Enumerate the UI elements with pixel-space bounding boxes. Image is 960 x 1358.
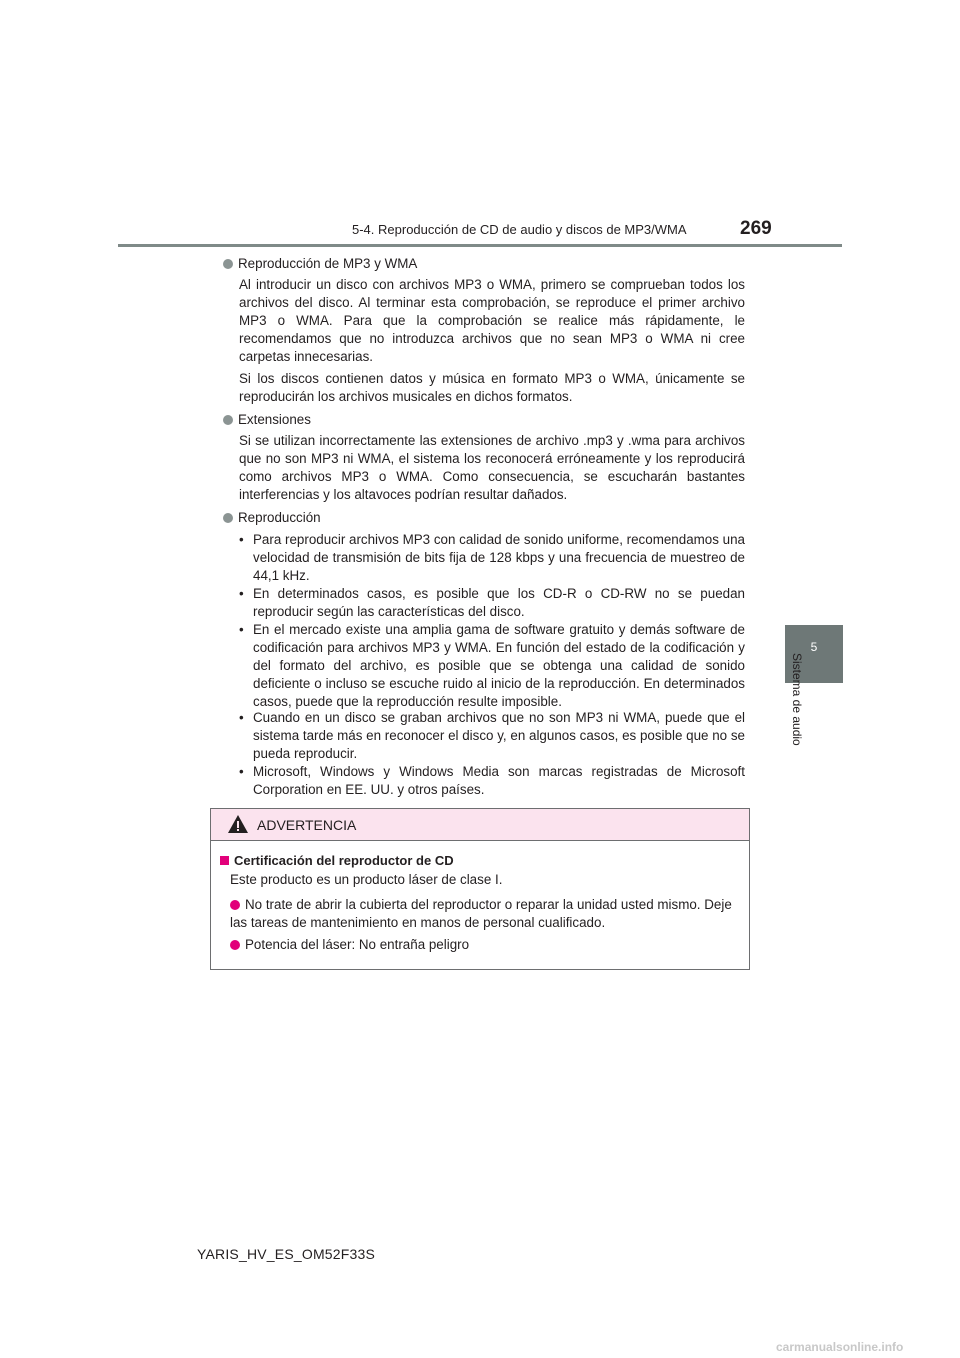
warning-triangle-icon — [227, 814, 249, 839]
bullet-dot-icon — [223, 415, 233, 425]
bullet-dot-icon — [230, 940, 240, 950]
warning-text: Este producto es un producto láser de clase I. — [230, 872, 503, 887]
watermark: carmanualsonline.info — [776, 1340, 904, 1354]
list-item: • Cuando en un disco se graban archivos que no son MP3 ni WMA, puede que el sistema tarde más en reconocer el disco y, en algunos casos, es posible que no se pueda reproducir. — [239, 710, 745, 761]
paragraph: Al introducir un disco con archivos MP3 o WMA, primero se comprueban todos los archivos del disco. Al terminar esta comprobación, se reproduce el primer archivo MP3 o WMA. Para que la comprobación se realice más rápidamente, le recomendamos que no introduzca archivos que no sean MP3 o WMA ni cree carpetas innecesarias. — [239, 277, 745, 364]
section-heading: Extensiones — [223, 411, 311, 429]
list-item: • Para reproducir archivos MP3 con calidad de sonido uniforme, recomendamos una velocidad de transmisión de bits fija de 128 kbps y una frecuencia de muestreo de 44,1 kHz. — [239, 532, 745, 583]
list-item: • En el mercado existe una amplia gama de software gratuito y demás software de codificación para archivos MP3 y WMA. En función del estado de la codificación y del formato del archivo, es posible que se obtenga una calidad de sonido deficiente o incluso se escuche ruido al inicio de la reproducción. En determinados casos, puede que la reproducción resulte imposible. — [239, 622, 745, 709]
warning-bullet: Potencia del láser: No entraña peligro — [230, 936, 745, 954]
chapter-tab-number: 5 — [810, 640, 818, 654]
header-rule — [118, 244, 842, 247]
warning-bullet: No trate de abrir la cubierta del reproductor o reparar la unidad usted mismo. Deje las tareas de mantenimiento en manos de personal cualificado. — [230, 897, 732, 930]
bullet-dot-icon — [223, 513, 233, 523]
section-heading: Reproducción — [223, 509, 321, 527]
list-item: • Microsoft, Windows y Windows Media son marcas registradas de Microsoft Corporation en EE. UU. y otros países. — [239, 764, 745, 797]
paragraph: Si se utilizan incorrectamente las extensiones de archivo .mp3 y .wma para archivos que no son MP3 ni WMA, el sistema los reconocerá erróneamente y los reproducirá como archivos MP3 o WMA. Como consecuencia, se escucharán bastantes interferencias y los altavoces podrían resultar dañados. — [239, 433, 745, 502]
warning-title: ADVERTENCIA — [257, 817, 357, 833]
manual-code: YARIS_HV_ES_OM52F33S — [197, 1246, 376, 1262]
paragraph: Si los discos contienen datos y música en formato MP3 o WMA, únicamente se reproducirán los archivos musicales en dichos formatos. — [239, 371, 745, 404]
warning-subheading: Certificación del reproductor de CD — [220, 853, 454, 868]
square-bullet-icon — [220, 856, 229, 865]
warning-box — [210, 808, 750, 970]
bullet-dot-icon — [223, 259, 233, 269]
header-title: 5-4. Reproducción de CD de audio y discos de MP3/WMA — [352, 222, 687, 237]
section-heading: Reproducción de MP3 y WMA — [223, 255, 417, 273]
bullet-dot-icon — [230, 900, 240, 910]
warning-header — [211, 809, 749, 841]
page-number: 269 — [740, 218, 772, 239]
list-item: • En determinados casos, es posible que los CD-R o CD-RW no se puedan reproducir según las características del disco. — [239, 586, 745, 619]
chapter-side-label: Sistema de audio — [790, 653, 804, 746]
